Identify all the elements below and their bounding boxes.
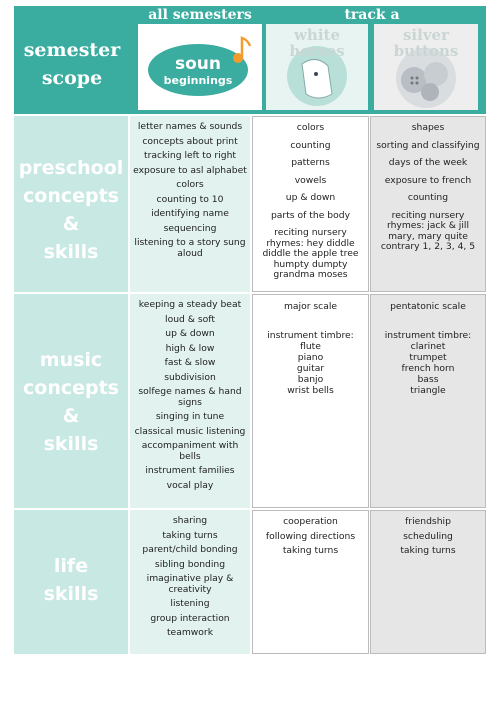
list-item: counting xyxy=(407,192,449,203)
list-item: teamwork xyxy=(166,627,214,638)
list-item: loud & soft xyxy=(165,313,215,325)
list-item: imaginative play & creativity xyxy=(146,573,234,595)
list-item: listening to a story sung aloud xyxy=(134,237,246,259)
col-header-all: all semesters xyxy=(148,7,252,23)
label-line: concepts xyxy=(23,185,119,207)
music-label xyxy=(14,346,128,458)
list-item: colors xyxy=(176,179,204,190)
label-line: preschool xyxy=(18,157,124,179)
list-item: letter names & sounds xyxy=(137,121,243,132)
list-item: friendship xyxy=(405,516,451,527)
list-item: french horn xyxy=(401,363,455,374)
list-item: parent/child bonding xyxy=(142,544,238,555)
list-item: wrist bells xyxy=(287,385,334,396)
logo-beginnings-text: beginnings xyxy=(163,74,233,87)
list-item: taking turns xyxy=(162,529,218,541)
music-category xyxy=(14,294,128,508)
silver-buttons-logo xyxy=(374,24,478,110)
list-item: sequencing xyxy=(163,222,217,234)
preschool-category xyxy=(14,116,128,292)
timbre-title: instrument timbre: xyxy=(384,330,472,341)
list-item: tracking left to right xyxy=(143,150,237,161)
list-item: patterns xyxy=(291,157,330,168)
label-line: concepts xyxy=(23,377,119,399)
scale-title: pentatonic scale xyxy=(390,301,466,312)
list-item: bass xyxy=(417,374,439,385)
list-item: cooperation xyxy=(283,516,338,527)
logo-silver-text: silver xyxy=(402,26,449,44)
list-item: exposure to asl alphabet xyxy=(133,164,247,176)
life-label xyxy=(14,552,128,608)
header-left xyxy=(14,6,130,114)
preschool-row xyxy=(14,116,486,292)
list-item: listening xyxy=(170,598,210,609)
list-item: scheduling xyxy=(403,530,453,542)
logo-horses-text: horses xyxy=(289,42,345,60)
list-item: colors xyxy=(296,122,325,133)
list-item: keeping a steady beat xyxy=(138,299,242,310)
list-item: identifying name xyxy=(151,208,229,219)
logo-sound-text: soun xyxy=(174,54,221,74)
list-item: flute xyxy=(300,341,321,352)
list-item: fast & slow xyxy=(164,357,216,368)
list-item: following directions xyxy=(265,530,356,542)
label-line: skills xyxy=(43,241,99,263)
list-item: counting to 10 xyxy=(156,193,224,205)
label-line: & xyxy=(62,213,80,235)
list-item: sorting and classifying xyxy=(376,139,480,151)
list-item: taking turns xyxy=(400,545,456,556)
preschool-white-cell xyxy=(252,116,369,292)
scale-title: major scale xyxy=(283,301,338,312)
preschool-label xyxy=(14,154,128,266)
label-line: music xyxy=(39,349,103,371)
list-item: sharing xyxy=(172,515,208,526)
logo-buttons-text: buttons xyxy=(393,42,459,60)
list-item: piano xyxy=(297,352,324,363)
list-item: up & down xyxy=(285,192,336,203)
list-item: trumpet xyxy=(409,352,447,363)
list-item: solfege names & hand signs xyxy=(138,386,242,408)
life-white-cell xyxy=(252,510,369,654)
list-item: singing in tune xyxy=(155,411,225,422)
page-title xyxy=(14,36,130,92)
title-line-1: semester xyxy=(23,39,121,61)
music-all-cell xyxy=(130,294,250,508)
list-item: group interaction xyxy=(150,612,230,624)
list-item: parts of the body xyxy=(270,209,351,221)
sound-beginnings-logo xyxy=(138,24,262,110)
life-all-cell xyxy=(130,510,250,654)
list-item: vocal play xyxy=(166,479,214,491)
logo-white-text: white xyxy=(294,26,340,44)
list-item: counting xyxy=(290,139,331,151)
list-item: clarinet xyxy=(410,341,446,352)
label-line: skills xyxy=(43,583,99,605)
list-item: reciting nursery rhymes: jack & jill mary, mary quite contrary 1, 2, 3, 4, 5 xyxy=(380,209,476,252)
life-row xyxy=(14,510,486,654)
list-item: banjo xyxy=(297,374,324,385)
list-item: taking turns xyxy=(282,545,339,556)
music-silver-cell xyxy=(370,294,486,508)
title-line-2: scope xyxy=(41,67,103,89)
music-white-cell xyxy=(252,294,369,508)
list-item: sibling bonding xyxy=(154,558,226,570)
life-category xyxy=(14,510,128,654)
list-item: guitar xyxy=(296,363,325,374)
preschool-all-cell xyxy=(130,116,250,292)
list-item: triangle xyxy=(410,385,446,396)
label-line: & xyxy=(62,405,80,427)
music-row xyxy=(14,294,486,508)
white-horses-logo xyxy=(266,24,368,110)
list-item: subdivision xyxy=(164,371,216,383)
col-header-track: track a xyxy=(344,7,400,23)
list-item: classical music listening xyxy=(134,425,246,437)
list-item: up & down xyxy=(165,328,215,339)
list-item: vowels xyxy=(294,174,327,186)
list-item: high & low xyxy=(165,342,215,354)
list-item: instrument families xyxy=(145,465,235,476)
preschool-silver-cell xyxy=(370,116,486,292)
list-item: days of the week xyxy=(388,157,468,168)
label-line: life xyxy=(53,555,89,577)
list-item: accompaniment with bells xyxy=(141,440,239,462)
list-item: shapes xyxy=(411,122,445,133)
list-item: exposure to french xyxy=(384,174,472,186)
label-line: skills xyxy=(43,433,99,455)
list-item: concepts about print xyxy=(142,135,238,147)
timbre-title: instrument timbre: xyxy=(267,330,354,341)
list-item: reciting nursery rhymes: hey diddle diddle the apple tree humpty dumpty grandma moses xyxy=(262,227,359,280)
life-silver-cell xyxy=(370,510,486,654)
